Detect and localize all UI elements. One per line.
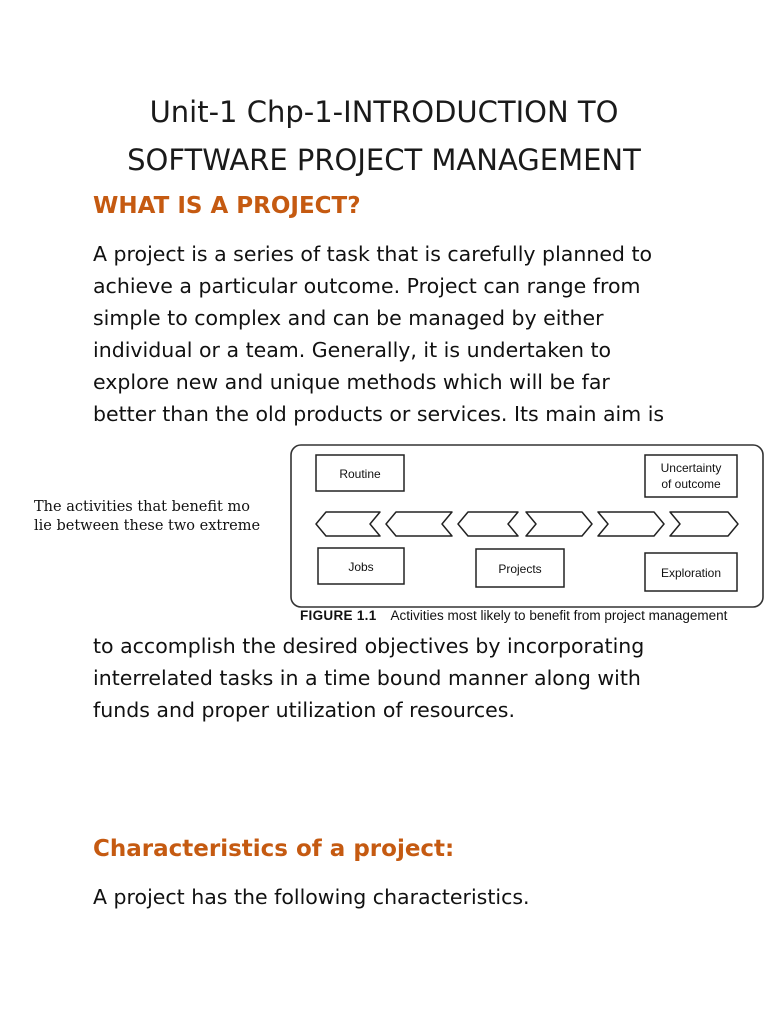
paragraph-line: better than the old products or services. Its main aim is: [93, 402, 665, 426]
chevron-left-2: [386, 512, 452, 536]
figure-activities-diagram: [0, 436, 768, 632]
uncertainty-label-line-2: of outcome: [661, 477, 721, 491]
figure-caption: [300, 608, 727, 623]
exploration-box: [645, 553, 737, 591]
routine-box: [316, 455, 404, 491]
projects-label: Projects: [498, 562, 542, 576]
chevron-right-3: [670, 512, 738, 536]
paragraph-line: simple to complex and can be managed by either: [93, 306, 604, 330]
paragraph-characteristics-intro: [93, 881, 733, 913]
uncertainty-label-line-1: Uncertainty: [660, 461, 722, 475]
exploration-label: Exploration: [660, 566, 722, 580]
paragraph-project-definition-continued: [93, 630, 733, 726]
figure-caption-text: Activities most likely to benefit from project management: [390, 608, 728, 623]
jobs-box: [318, 548, 404, 584]
heading-what-is-a-project: WHAT IS A PROJECT?: [93, 193, 361, 219]
paragraph-line: achieve a particular outcome. Project can range from: [93, 274, 641, 298]
paragraph-line: individual or a team. Generally, it is undertaken to: [93, 338, 612, 362]
paragraph-line: explore new and unique methods which will be far: [93, 370, 610, 394]
side-text-line: The activities that benefit mo: [34, 499, 250, 515]
paragraph-line: A project has the following characteristics.: [93, 885, 530, 909]
chevron-left-1: [316, 512, 380, 536]
title-line-2: SOFTWARE PROJECT MANAGEMENT: [127, 143, 641, 177]
jobs-label: Jobs: [348, 560, 374, 574]
paragraph-line: interrelated tasks in a time bound manner along with: [93, 666, 641, 690]
paragraph-project-definition: [93, 238, 733, 430]
uncertainty-box: [645, 455, 737, 497]
chevron-left-3: [458, 512, 518, 536]
title-line-1: Unit-1 Chp-1-INTRODUCTION TO: [149, 95, 619, 129]
paragraph-line: A project is a series of task that is carefully planned to: [93, 242, 653, 266]
projects-box: [476, 549, 564, 587]
chevron-right-2: [598, 512, 664, 536]
heading-characteristics: Characteristics of a project:: [93, 836, 455, 862]
chevron-row: [316, 512, 738, 536]
document-title: [0, 88, 768, 184]
side-text-line: lie between these two extreme: [34, 518, 261, 534]
routine-label: Routine: [339, 467, 381, 481]
chevron-right-1: [526, 512, 592, 536]
paragraph-line: to accomplish the desired objectives by incorporating: [93, 634, 645, 658]
paragraph-line: funds and proper utilization of resources.: [93, 698, 515, 722]
figure-caption-label: FIGURE 1.1: [300, 608, 377, 623]
